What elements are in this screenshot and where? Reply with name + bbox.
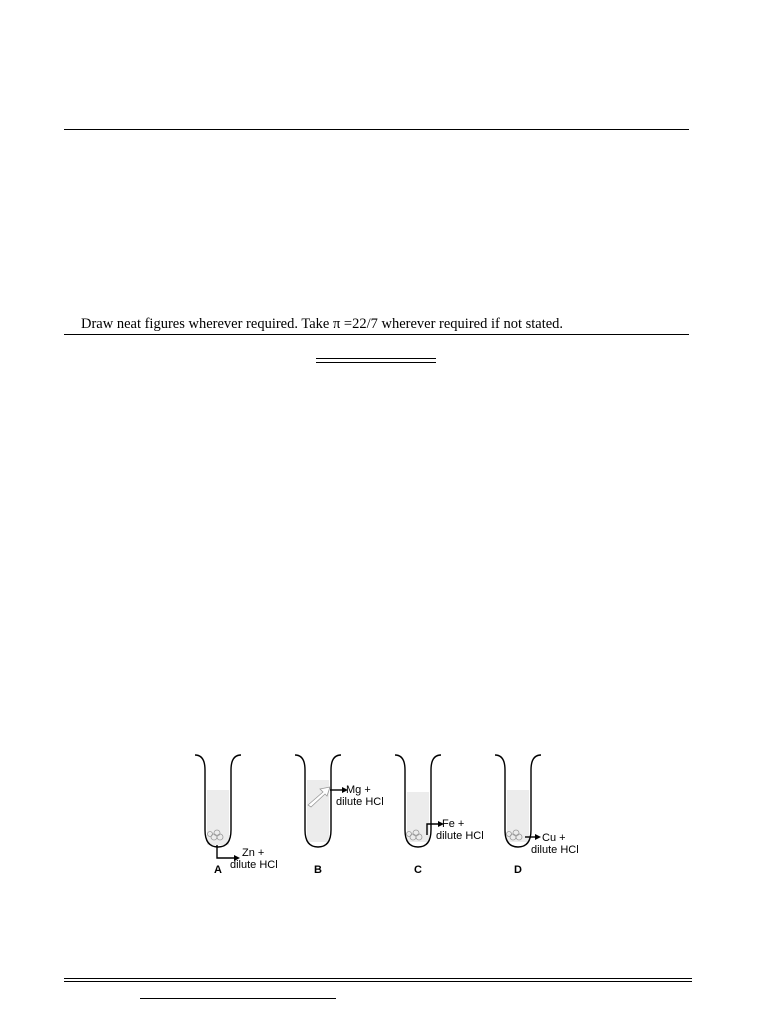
section-divider-top	[316, 358, 436, 359]
reagent-line1: Cu +	[542, 832, 566, 844]
reagent-line2: dilute HCl	[336, 796, 384, 808]
header-top-rule	[64, 129, 689, 130]
tube-label-a: A	[214, 864, 222, 876]
reagent-line2: dilute HCl	[531, 844, 579, 856]
general-instructions: Draw neat figures wherever required. Take π =22/7 wherever required if not stated.	[81, 316, 564, 332]
tube-label-b: B	[314, 864, 322, 876]
reagent-label-a	[230, 847, 278, 871]
section-divider-bottom	[316, 362, 436, 363]
reagent-line2: dilute HCl	[230, 859, 278, 871]
test-tube-figure	[180, 745, 600, 890]
reagent-line1: Fe +	[442, 818, 465, 830]
reagent-line2: dilute HCl	[436, 830, 484, 842]
header-bottom-rule	[64, 334, 689, 335]
reagent-line1: Mg +	[346, 784, 371, 796]
tube-label-c: C	[414, 864, 422, 876]
reagent-label-c	[436, 818, 484, 842]
reagent-label-d	[531, 832, 579, 856]
reagent-line1: Zn +	[242, 847, 265, 859]
footer-rule-top	[64, 978, 692, 979]
tube-d	[495, 755, 541, 847]
footnote-rule	[140, 998, 336, 999]
tube-a	[195, 755, 241, 861]
tube-label-d: D	[514, 864, 522, 876]
reagent-label-b	[336, 784, 384, 808]
footer-rule-bottom	[64, 981, 692, 982]
